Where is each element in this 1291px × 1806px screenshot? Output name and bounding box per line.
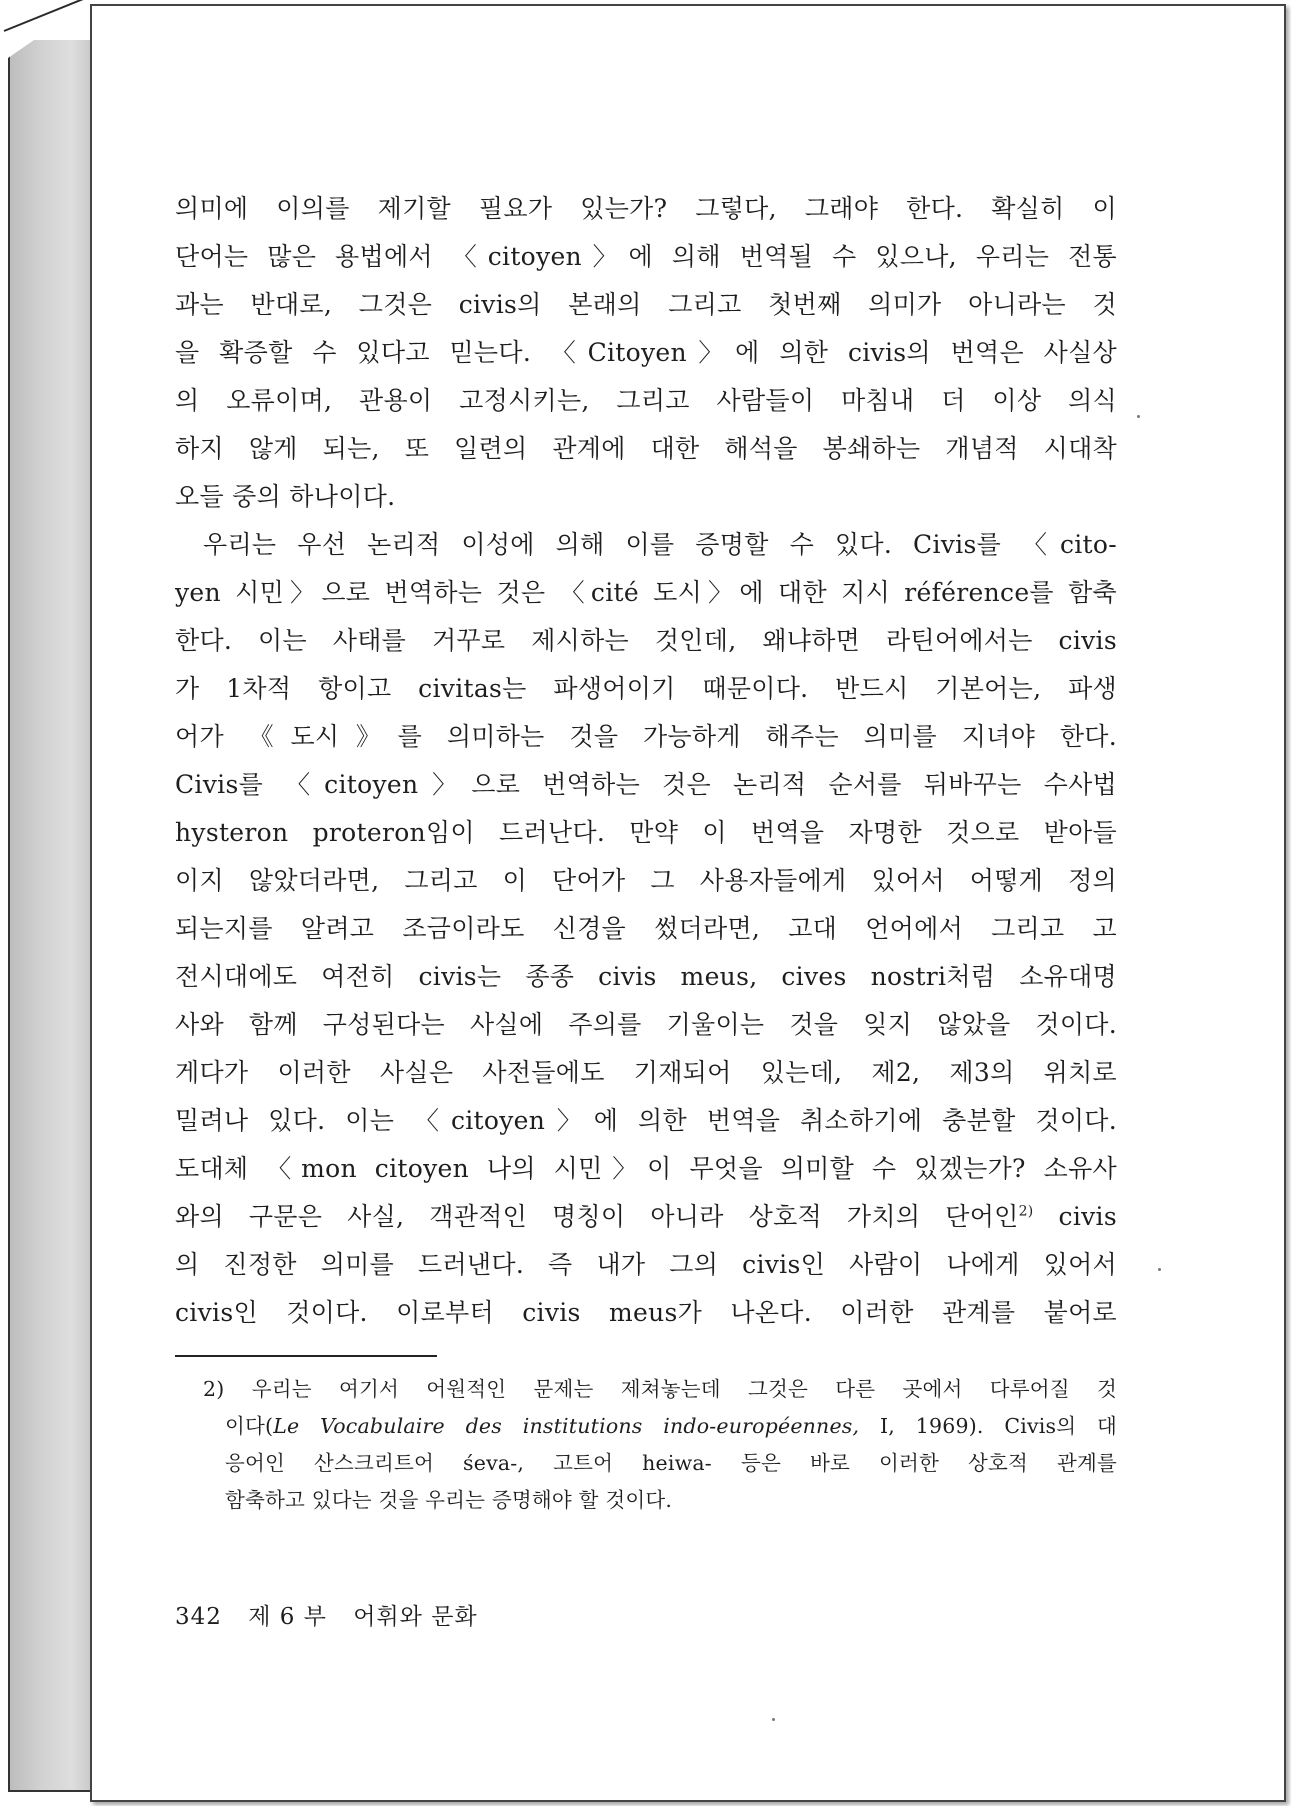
- cited-book-title: Le Vocabulaire des institutions indo-européennes,: [273, 1414, 860, 1438]
- text-line: 전시대에도 여전히 civis는 종종 civis meus, cives nostri처럼 소유대명: [175, 962, 1117, 991]
- footnote: [175, 1371, 1117, 1519]
- text-line: 을 확증할 수 있다고 믿는다. 〈Citoyen〉에 의한 civis의 번역은 사실상: [175, 338, 1117, 367]
- text-line: 되는지를 알려고 조금이라도 신경을 썼더라면, 고대 언어에서 그리고 고: [175, 914, 1117, 943]
- text-line: 가 1차적 항이고 civitas는 파생어이기 때문이다. 반드시 기본어는, 파생: [175, 674, 1117, 703]
- text-line: 하지 않게 되는, 또 일련의 관계에 대한 해석을 봉쇄하는 개념적 시대착: [175, 434, 1117, 463]
- text-line: hysteron proteron임이 드러난다. 만약 이 번역을 자명한 것으로 받아들: [175, 818, 1117, 847]
- footnote-line: 응어인 산스크리트어 śeva-, 고트어 heiwa- 등은 바로 이러한 상호적 관계를: [225, 1451, 1117, 1475]
- footnote-divider: [175, 1355, 437, 1357]
- footnote-line: [203, 1371, 1117, 1408]
- footnote-text: 우리는 여기서 어원적인 문제는 제쳐놓는데 그것은 다른 곳에서 다루어질 것: [251, 1377, 1117, 1401]
- page-content: [175, 185, 1117, 1519]
- footnote-line: [203, 1408, 1117, 1445]
- print-speck: [772, 1718, 775, 1721]
- footnote-marker: 2): [203, 1377, 225, 1401]
- text-line: 밀려나 있다. 이는 〈citoyen〉에 의한 번역을 취소하기에 충분할 것이다.: [175, 1106, 1117, 1135]
- text-line: 의 오류이며, 관용이 고정시키는, 그리고 사람들이 마침내 더 이상 의식: [175, 386, 1117, 415]
- paragraph-1: [175, 185, 1117, 521]
- text-line: 도대체 〈mon citoyen 나의 시민〉이 무엇을 의미할 수 있겠는가? 소유사: [175, 1154, 1117, 1183]
- text-line: 단어는 많은 용법에서 〈citoyen〉에 의해 번역될 수 있으나, 우리는 전통: [175, 242, 1117, 271]
- paragraph-2: [175, 521, 1117, 1337]
- part-number: 제 6 부: [248, 1604, 327, 1630]
- footnote-text: I, 1969). Civis의 대: [859, 1414, 1117, 1438]
- text-line: 우리는 우선 논리적 이성에 의해 이를 증명할 수 있다. Civis를 〈cito-: [203, 530, 1117, 559]
- text-line: 어가 《도시》를 의미하는 것을 가능하게 해주는 의미를 지녀야 한다.: [175, 722, 1117, 751]
- text-line: 과는 반대로, 그것은 civis의 본래의 그리고 첫번째 의미가 아니라는 것: [175, 290, 1117, 319]
- text-line-with-footnote: [175, 1193, 1117, 1241]
- page-footer: [175, 1598, 496, 1631]
- book-spine: [8, 40, 92, 1792]
- text-line: 오들 중의 하나이다.: [175, 482, 396, 511]
- text-line: 이지 않았더라면, 그리고 이 단어가 그 사용자들에게 있어서 어떻게 정의: [175, 866, 1117, 895]
- footnote-reference: 2): [1018, 1203, 1034, 1220]
- footnote-line: 함축하고 있다는 것을 우리는 증명해야 할 것이다.: [225, 1488, 673, 1512]
- text-line: Civis를 〈citoyen〉으로 번역하는 것은 논리적 순서를 뒤바꾸는 수사법: [175, 770, 1117, 799]
- text-line: 의 진정한 의미를 드러낸다. 즉 내가 그의 civis인 사람이 나에게 있어서: [175, 1250, 1117, 1279]
- text-segment: civis: [1033, 1202, 1117, 1231]
- text-line: civis인 것이다. 이로부터 civis meus가 나온다. 이러한 관계를 붙어로: [175, 1298, 1117, 1327]
- text-line: 의미에 이의를 제기할 필요가 있는가? 그렇다, 그래야 한다. 확실히 이: [175, 194, 1117, 223]
- page-number: 342: [175, 1604, 222, 1630]
- text-line: 한다. 이는 사태를 거꾸로 제시하는 것인데, 왜냐하면 라틴어에서는 civis: [175, 626, 1117, 655]
- text-line: 사와 함께 구성된다는 사실에 주의를 기울이는 것을 잊지 않았을 것이다.: [175, 1010, 1117, 1039]
- text-segment: 와의 구문은 사실, 객관적인 명칭이 아니라 상호적 가치의 단어인: [175, 1202, 1019, 1231]
- print-speck: [1137, 415, 1140, 418]
- part-title: 어휘와 문화: [353, 1604, 478, 1630]
- footnote-text: 이다(: [225, 1414, 274, 1438]
- text-line: yen 시민〉으로 번역하는 것은 〈cité 도시〉에 대한 지시 référence를 함축: [175, 578, 1117, 607]
- text-line: 게다가 이러한 사실은 사전들에도 기재되어 있는데, 제2, 제3의 위치로: [175, 1058, 1117, 1087]
- print-speck: [1158, 1268, 1161, 1271]
